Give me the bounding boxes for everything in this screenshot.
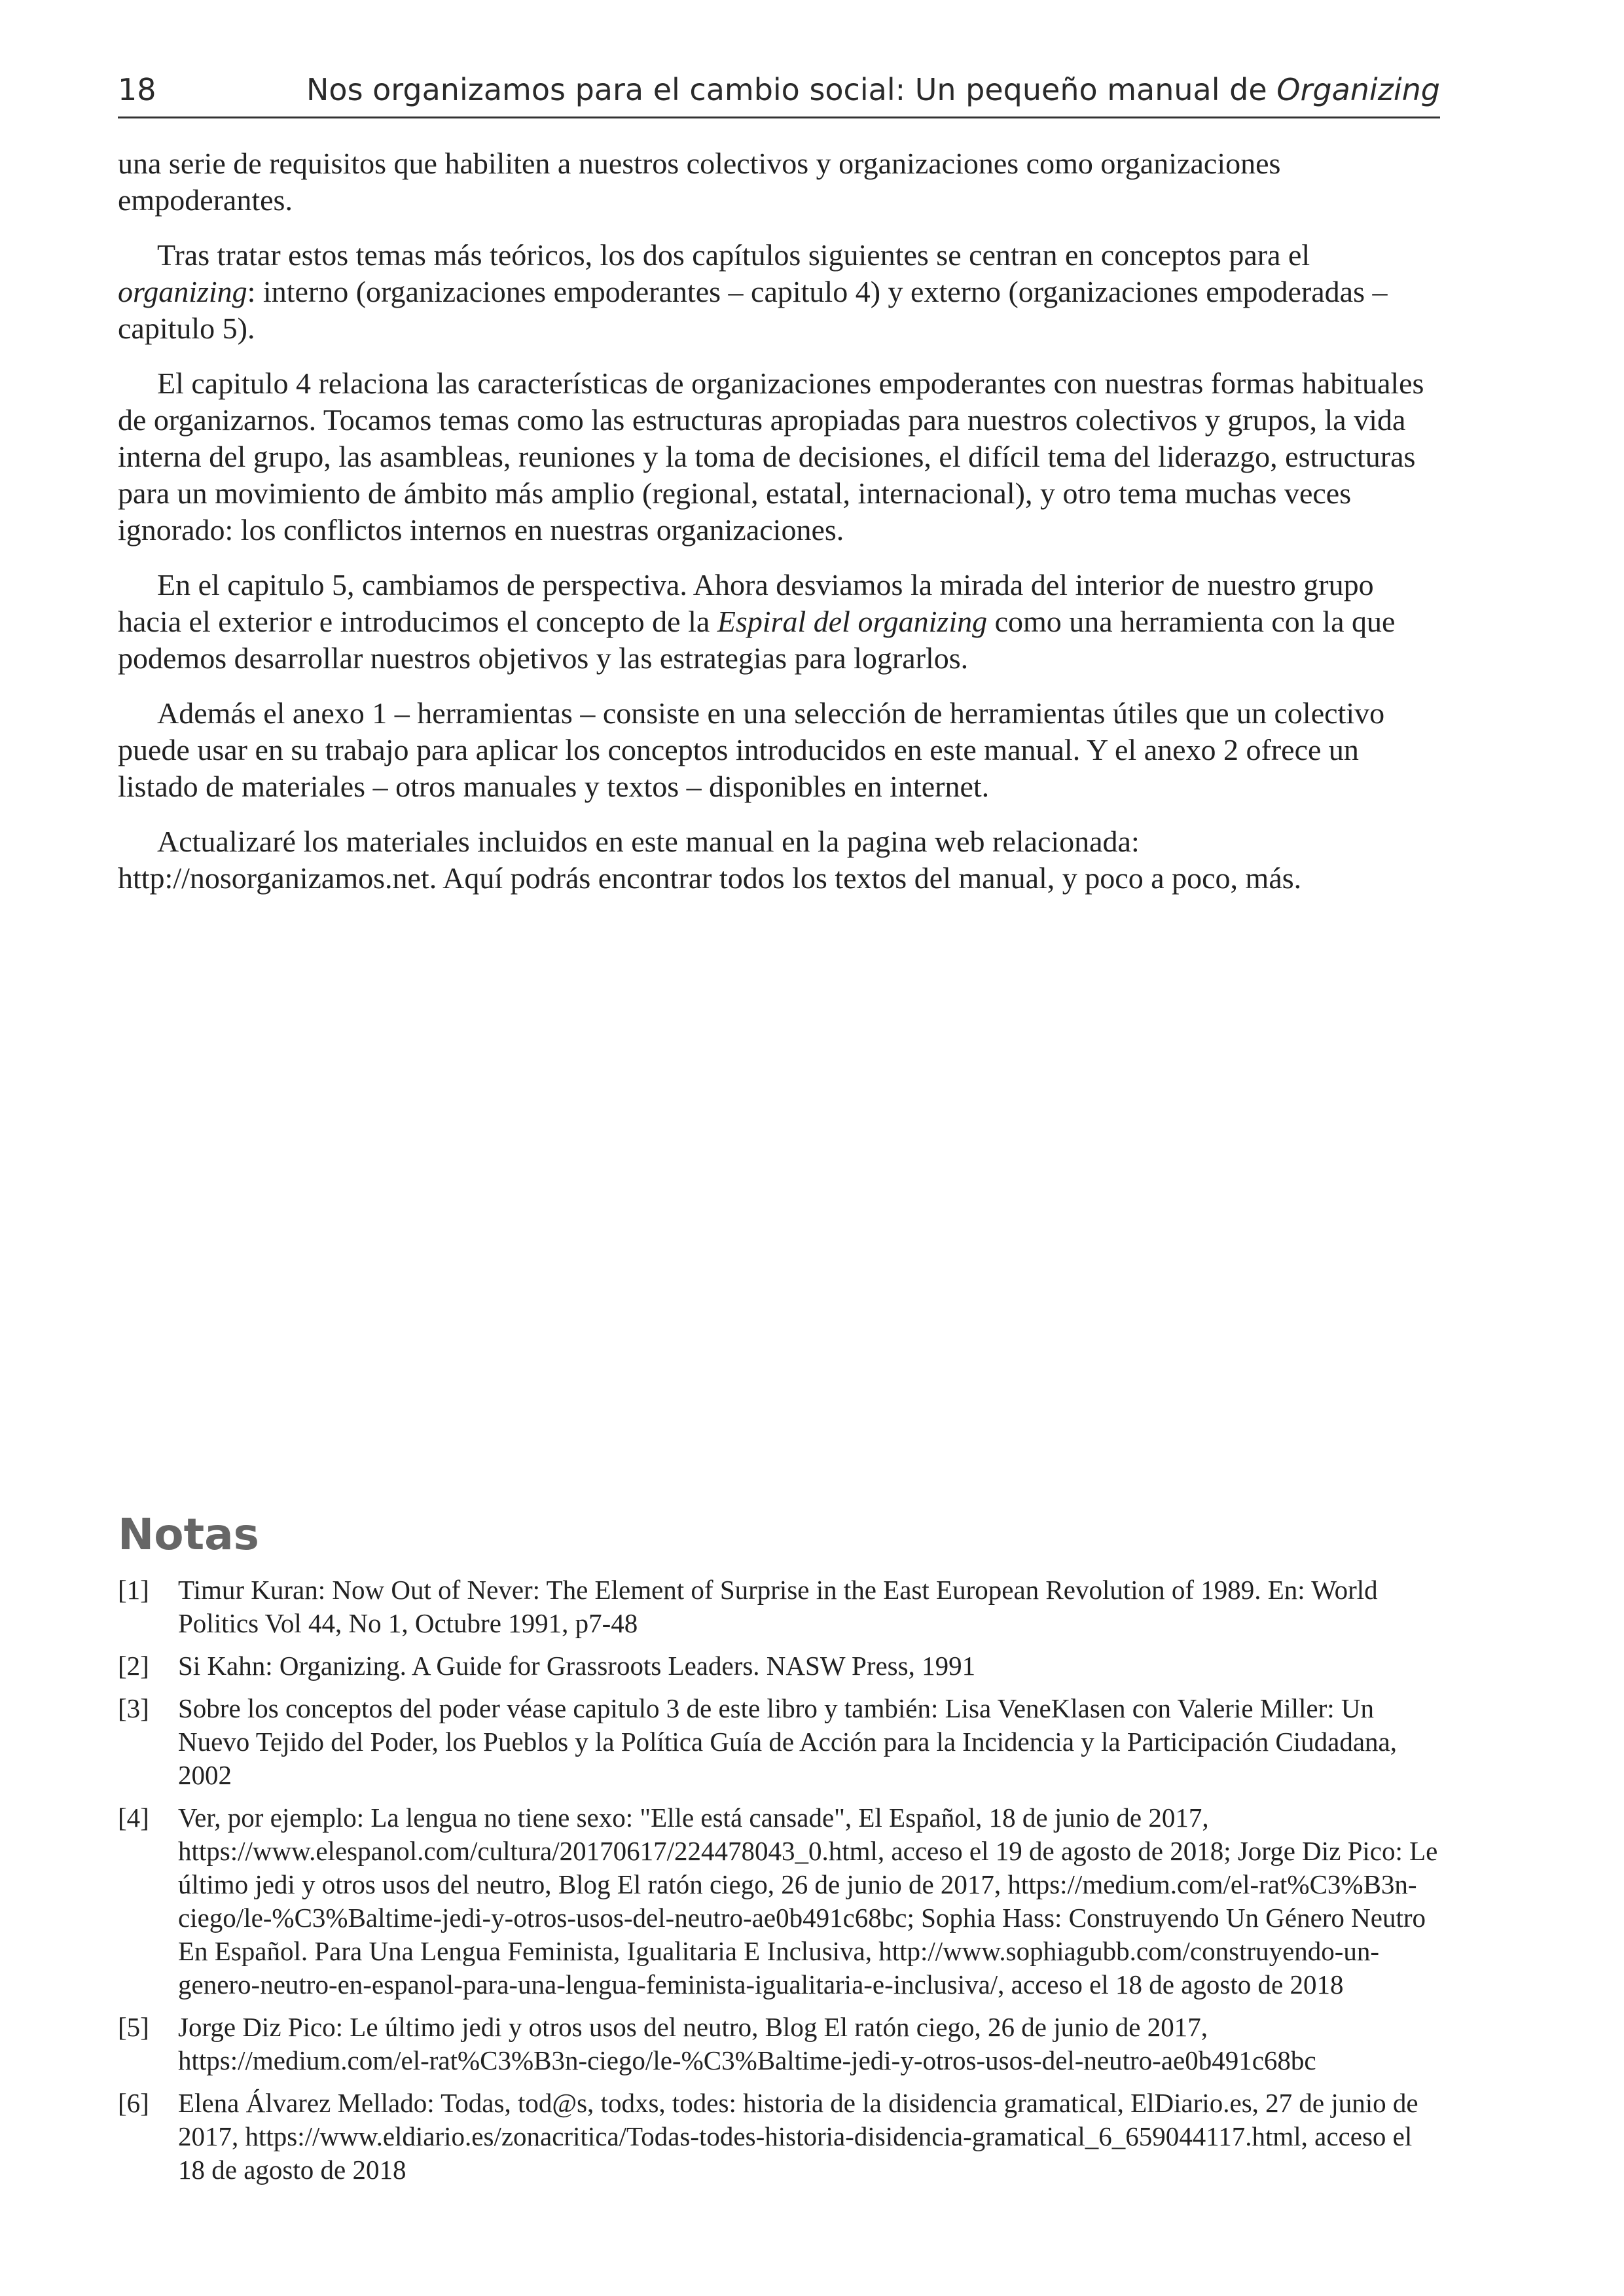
paragraph-2 xyxy=(118,237,1440,347)
paragraph-4 xyxy=(118,567,1440,677)
note-text: Ver, por ejemplo: La lengua no tiene sexo: "Elle está cansade", El Español, 18 de junio de 2017, https://www.elespanol.com/cultura/20170617/224478043_0.html, acceso el 19 de agosto de 2018; Jorge Diz Pico: Le último jedi y otros usos del neutro, Blog El ratón ciego, 26 de junio de 2017, https://medium.com/el-rat%C3%B3n-ciego/le-%C3%Baltime-jedi-y-otros-usos-del-neutro-ae0b491c68bc; Sophia Hass: Construyendo Un Género Neutro En Español. Para Una Lengua Feminista, Igualitaria E Inclusiva, http://www.sophiagubb.com/construyendo-un-genero-neutro-en-espanol-para-una-lengua-feminista-igualitaria-e-inclusiva/, acceso el 18 de agosto de 2018 xyxy=(178,1803,1438,2000)
note-text: Timur Kuran: Now Out of Never: The Element of Surprise in the East European Revolution of 1989. En: World Politics Vol 44, No 1, Octubre 1991, p7-48 xyxy=(178,1575,1378,1638)
note-text: Si Kahn: Organizing. A Guide for Grassroots Leaders. NASW Press, 1991 xyxy=(178,1651,976,1681)
note-item xyxy=(118,1801,1440,2001)
header-divider xyxy=(118,117,1440,118)
paragraph-1: una serie de requisitos que habiliten a nuestros colectivos y organizaciones como organizaciones empoderantes. xyxy=(118,147,1281,217)
note-number: [3] xyxy=(118,1693,149,1723)
note-number: [5] xyxy=(118,2012,149,2042)
running-title xyxy=(306,72,1440,107)
notes-section xyxy=(118,1505,1440,2196)
page-number: 18 xyxy=(118,72,156,107)
note-number: [2] xyxy=(118,1651,149,1681)
note-item xyxy=(118,1573,1440,1640)
running-title-text: Nos organizamos para el cambio social: Un pequeño manual de xyxy=(306,72,1277,107)
note-item xyxy=(118,2087,1440,2187)
note-text: Jorge Diz Pico: Le último jedi y otros usos del neutro, Blog El ratón ciego, 26 de junio de 2017, https://medium.com/el-rat%C3%B3n-ciego/le-%C3%Baltime-jedi-y-otros-usos-del-neutro-ae0b491c68bc xyxy=(178,2012,1316,2075)
note-item xyxy=(118,1649,1440,1683)
paragraph-3: El capitulo 4 relaciona las características de organizaciones empoderantes con nuestras formas habituales de organizarnos. Tocamos temas como las estructuras apropiadas para nuestros colectivos y grupos, la vida interna del grupo, las asambleas, reuniones y la toma de decisiones, el difícil tema del liderazgo, estructuras para un movimiento de ámbito más amplio (regional, estatal, internacional), y otro tema muchas veces ignorado: los conflictos internos en nuestras organizaciones. xyxy=(118,367,1424,547)
paragraph-5: Además el anexo 1 – herramientas – consiste en una selección de herramientas útiles que un colectivo puede usar en su trabajo para aplicar los conceptos introducidos en este manual. Y el anexo 2 ofrece un listado de materiales – otros manuales y textos – disponibles en internet. xyxy=(118,696,1385,803)
paragraph-4-italic: Espiral del organizing xyxy=(717,605,988,638)
paragraph-6: Actualizaré los materiales incluidos en este manual en la pagina web relacionada: http://nosorganizamos.net. Aquí podrás encontrar todos los textos del manual, y poco a poco, más. xyxy=(118,825,1302,895)
paragraph-4-start: En el capitulo 5, cambiamos de perspectiva. Ahora desviamos la mirada del interior de nuestro grupo hacia el exterior e introducimos el concepto de la xyxy=(118,568,1374,638)
paragraph-4-end: como una herramienta con la que podemos desarrollar nuestros objetivos y las estrategias para lograrlos. xyxy=(118,605,1396,675)
main-text xyxy=(118,145,1440,915)
paragraph-2-end: : interno (organizaciones empoderantes – capitulo 4) y externo (organizaciones empoderadas – capitulo 5). xyxy=(118,275,1388,345)
note-number: [6] xyxy=(118,2088,149,2118)
note-text: Elena Álvarez Mellado: Todas, tod@s, todxs, todes: historia de la disidencia gramatical, ElDiario.es, 27 de junio de 2017, https://www.eldiario.es/zonacritica/Todas-todes-historia-disidencia-gramatical_6_659044117.html, acceso el 18 de agosto de 2018 xyxy=(178,2088,1418,2185)
paragraph-2-italic: organizing xyxy=(118,275,247,308)
page-header xyxy=(118,65,1440,118)
paragraph-2-start: Tras tratar estos temas más teóricos, los dos capítulos siguientes se centran en conceptos para el xyxy=(157,238,1310,272)
running-title-italic: Organizing xyxy=(1276,72,1440,107)
note-item xyxy=(118,1692,1440,1792)
note-number: [1] xyxy=(118,1575,149,1605)
notes-heading: Notas xyxy=(118,1509,259,1560)
note-number: [4] xyxy=(118,1803,149,1833)
note-item xyxy=(118,2011,1440,2077)
note-text: Sobre los conceptos del poder véase capitulo 3 de este libro y también: Lisa VeneKlasen con Valerie Miller: Un Nuevo Tejido del Poder, los Pueblos y la Política Guía de Acción para la Incidencia y la Participación Ciudadana, 2002 xyxy=(178,1693,1397,1790)
